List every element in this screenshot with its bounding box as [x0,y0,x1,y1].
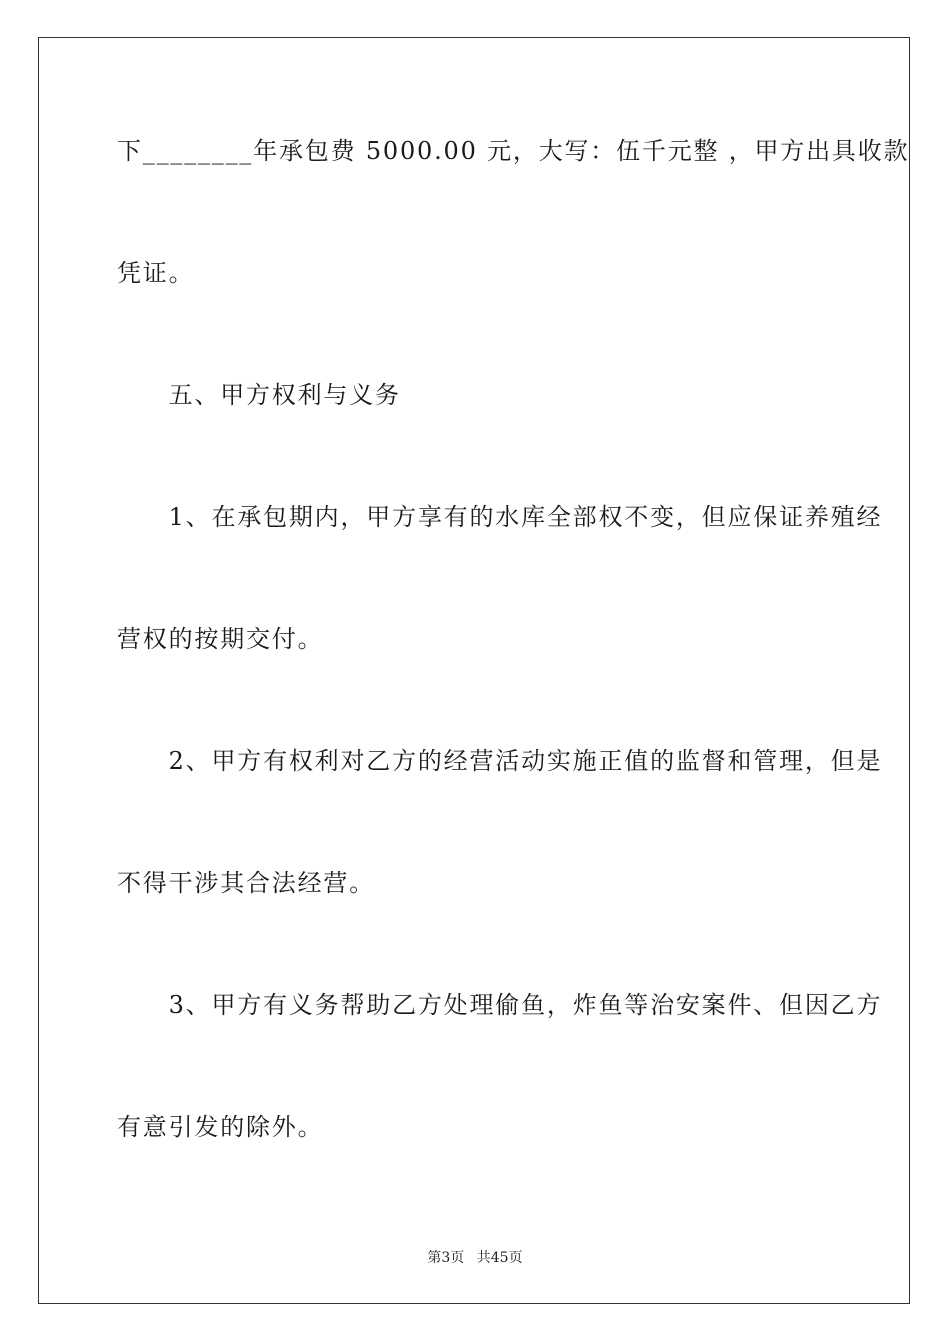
section-heading: 五、甲方权利与义务 [117,381,401,409]
page-number: 第3页 [427,1250,465,1266]
paragraph-line: 2、甲方有权利对乙方的经营活动实施正值的监督和管理，但是 [117,747,883,775]
document-body [117,125,910,1153]
paragraph-line: 凭证。 [117,259,195,287]
paragraph-line: 有意引发的除外。 [117,1113,324,1141]
page-footer [0,1247,950,1267]
paragraph-line: 下________年承包费 5000.00 元，大写：伍千元整 ，甲方出具收款 [117,137,910,165]
paragraph-line: 营权的按期交付。 [117,625,324,653]
page-total: 共45页 [476,1250,523,1266]
paragraph-line: 1、在承包期内，甲方享有的水库全部权不变，但应保证养殖经 [117,503,883,531]
paragraph-line: 3、甲方有义务帮助乙方处理偷鱼，炸鱼等治安案件、但因乙方 [117,991,883,1019]
paragraph-line: 不得干涉其合法经营。 [117,869,375,897]
